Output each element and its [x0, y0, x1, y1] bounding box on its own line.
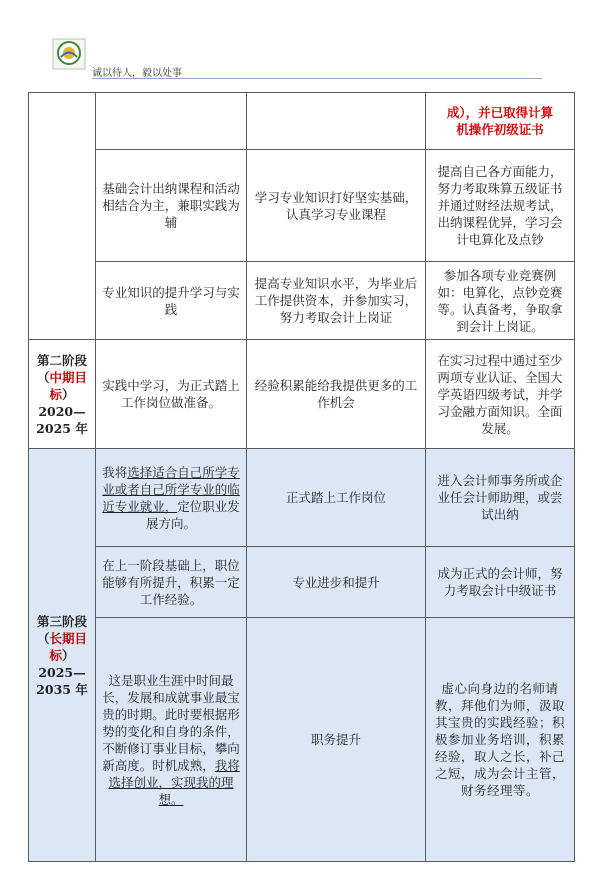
goal-cell: 成为正式的会计师，努力考取会计中级证书 [426, 547, 575, 618]
table-row [29, 547, 575, 618]
stage-label-close: ） [62, 386, 75, 402]
stage-years: 2020—2025 年 [36, 403, 88, 436]
goal-cell: 在实习过程中通过至少两项专业认证、全国大学英语四级考试，并学习金融方面知识。全面发展。 [426, 340, 575, 449]
goal-cell: 进入会计师事务所或企业任会计师助理，或尝试出纳 [426, 449, 575, 547]
goal-cell: 参加各项专业竞赛例如：电算化，点钞竞赛等。认真备考，争取拿到会计上岗证。 [426, 262, 575, 340]
page-header [52, 38, 542, 80]
purpose-cell: 提高专业知识水平，为毕业后工作提供资本，并参加实习，努力考取会计上岗证 [247, 262, 426, 340]
table-row [29, 449, 575, 547]
method-text: 我将 [102, 464, 128, 480]
motto-text: 诚以待人，毅以处事 [92, 68, 182, 79]
method-cell [96, 449, 247, 547]
school-logo-icon [52, 38, 86, 70]
purpose-cell: 职务提升 [247, 618, 426, 862]
goal-cell [426, 93, 575, 150]
goal-cell: 提高自己各方面能力，努力考取珠算五级证书并通过财经法规考试，出纳课程优异，学习会计电算化及点钞 [426, 150, 575, 262]
purpose-cell: 学习专业知识打好坚实基础，认真学习专业课程 [247, 150, 426, 262]
table-row [29, 340, 575, 449]
stage-goal-type: 长期目标 [49, 630, 88, 663]
stage-years: 2025—2035 年 [36, 664, 88, 697]
method-text: 定位职业发展方向。 [145, 498, 240, 531]
stage-label: 第三阶段（ [36, 613, 87, 646]
purpose-cell: 经验积累能给我提供更多的工作机会 [247, 340, 426, 449]
method-cell: 在上一阶段基础上，职位能够有所提升，积累一定工作经验。 [96, 547, 247, 618]
table-row [29, 262, 575, 340]
stage-cell [29, 340, 96, 449]
table-row [29, 150, 575, 262]
stage-cell [29, 93, 96, 340]
purpose-cell [247, 93, 426, 150]
header-divider [92, 78, 542, 79]
method-text: 这是职业生涯中时间最长，发展和成就事业最宝贵的时期。此时要根据形势的变化和自身的条件，不断修订事业目标，攀向新高度。时机成熟， [102, 672, 240, 773]
stage-label-close: ） [62, 647, 75, 663]
table-row [29, 618, 575, 862]
method-cell [96, 93, 247, 150]
purpose-cell: 正式踏上工作岗位 [247, 449, 426, 547]
goal-line-2: 机操作初级证书 [456, 122, 544, 137]
goal-cell: 虚心向身边的名师请教，拜他们为师，汲取其宝贵的实践经验；积极参加业务培训，积累经验，取人之长，补己之短，成为会计主管，财务经理等。 [426, 618, 575, 862]
method-cell: 专业知识的提升学习与实践 [96, 262, 247, 340]
method-cell [96, 618, 247, 862]
goal-line-1: 成），并已取得计算 [446, 105, 554, 120]
stage-goal-type: 中期目标 [49, 369, 88, 402]
stage-cell [29, 449, 96, 862]
method-text-underlined: 选择适合自己所学专业或者自己所学专业的临近专业就业， [102, 464, 240, 514]
method-text-underlined: 我将选择创业，实现我的理想。 [108, 757, 240, 807]
method-cell: 基础会计出纳课程和活动相结合为主，兼职实践为辅 [96, 150, 247, 262]
table-row [29, 93, 575, 150]
method-cell: 实践中学习，为正式踏上工作岗位做准备。 [96, 340, 247, 449]
career-plan-table [28, 92, 575, 862]
purpose-cell: 专业进步和提升 [247, 547, 426, 618]
stage-label: 第二阶段（ [36, 352, 87, 385]
